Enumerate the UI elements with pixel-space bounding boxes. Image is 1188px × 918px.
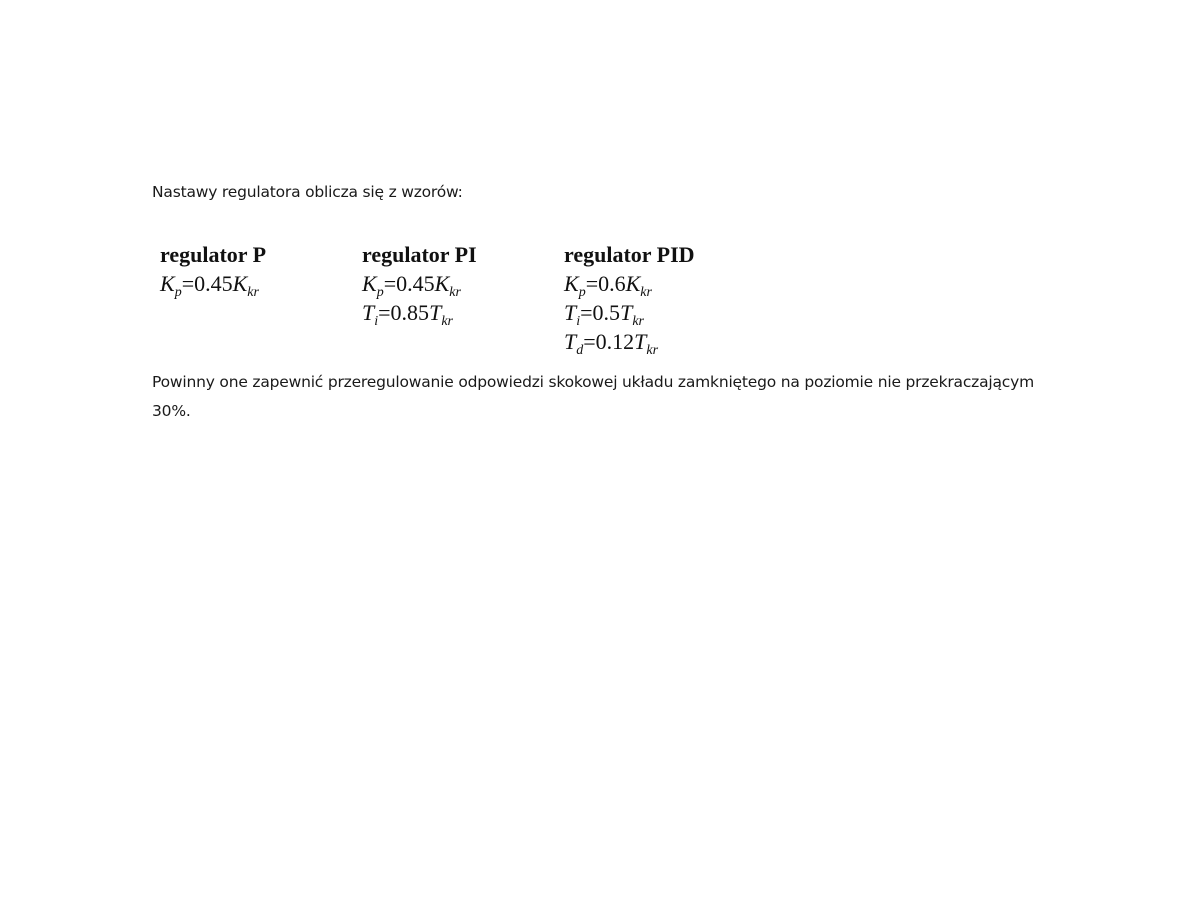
regulator-pi-title: regulator PI [362, 242, 477, 267]
formula-ref-symbol: K [625, 271, 641, 296]
formula-value: =0.45 [181, 271, 233, 296]
formula-symbol: K [362, 271, 377, 296]
formula-ref-subscript: kr [632, 314, 644, 329]
formula-ref-symbol: T [429, 300, 442, 325]
formula-ref-symbol: T [620, 300, 633, 325]
formula-line [160, 269, 266, 298]
formula-symbol: K [564, 271, 579, 296]
formula-line [564, 327, 695, 356]
formula-symbol: T [564, 329, 577, 354]
formula-line [362, 298, 477, 327]
intro-paragraph: Nastawy regulatora oblicza się z wzorów: [152, 183, 463, 201]
formula-ref-subscript: kr [247, 285, 259, 300]
formula-line [362, 269, 477, 298]
formula-ref-symbol: K [232, 271, 248, 296]
formula-ref-symbol: T [634, 329, 647, 354]
formula-subscript: i [374, 314, 379, 329]
formula-subscript: i [576, 314, 581, 329]
formula-value: =0.45 [383, 271, 435, 296]
regulator-pid-column [564, 240, 695, 356]
formula-symbol: T [362, 300, 375, 325]
regulator-pi-column [362, 240, 477, 327]
formula-value: =0.5 [580, 300, 621, 325]
formula-value: =0.6 [585, 271, 626, 296]
formula-subscript: p [376, 285, 384, 300]
regulator-pid-title: regulator PID [564, 242, 695, 267]
formula-line [564, 298, 695, 327]
formula-ref-subscript: kr [640, 285, 652, 300]
formula-value: =0.12 [583, 329, 635, 354]
formula-symbol: T [564, 300, 577, 325]
formula-ref-subscript: kr [449, 285, 461, 300]
formula-subscript: p [578, 285, 586, 300]
formula-symbol: K [160, 271, 175, 296]
regulator-p-title: regulator P [160, 242, 267, 267]
formula-subscript: p [174, 285, 182, 300]
formula-ref-symbol: K [434, 271, 450, 296]
formula-ref-subscript: kr [441, 314, 453, 329]
formula-subscript: d [576, 343, 584, 358]
formula-line [564, 269, 695, 298]
formula-value: =0.85 [378, 300, 430, 325]
regulator-p-column [160, 240, 266, 298]
outro-paragraph: Powinny one zapewnić przeregulowanie odpowiedzi skokowej układu zamkniętego na poziomie nie przekraczającym 30%. [152, 373, 1034, 420]
formula-ref-subscript: kr [646, 343, 659, 358]
